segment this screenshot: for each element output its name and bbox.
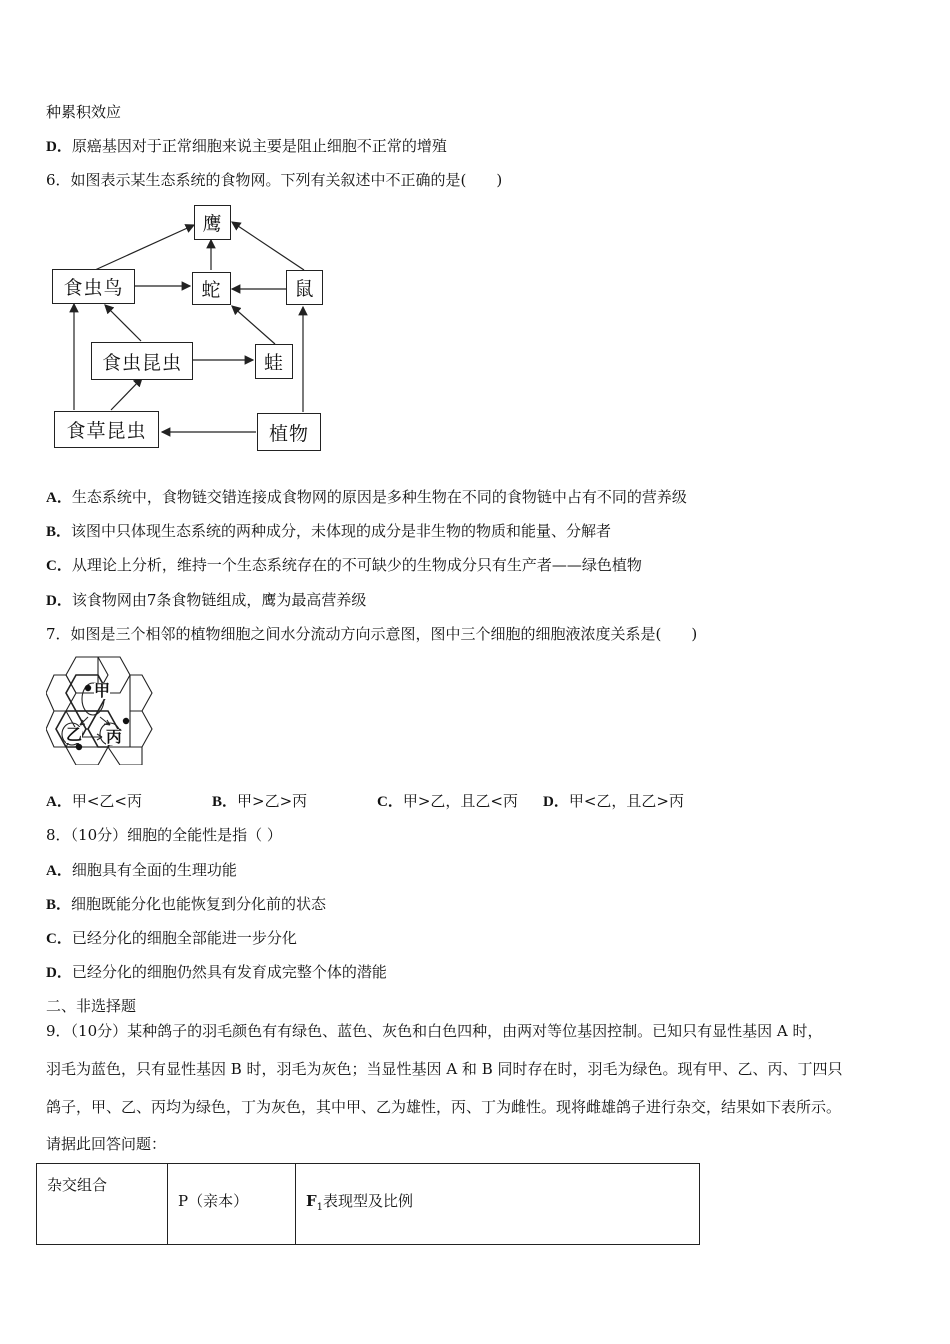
arrow-herbivore-insectivore [111,378,142,410]
arrow-bird-eagle [95,225,194,270]
food-web-diagram [0,0,950,480]
q7-option-b [212,791,307,812]
node-frog: 蛙 [255,344,293,379]
q9-line-4: 请据此回答问题： [46,1135,167,1153]
section-heading: 二、非选择题 [46,997,137,1015]
option-label: A． [46,794,72,810]
option-label: B． [46,524,72,540]
option-label: C． [377,794,403,810]
option-text: 细胞既能分化也能恢复到分化前的状态 [71,895,327,913]
q7-option-c [377,791,518,812]
option-label: C． [46,931,72,947]
node-plant: 植物 [257,413,321,451]
arrow-mouse-eagle [232,222,304,270]
option-text: 该食物网由7条食物链组成，鹰为最高营养级 [71,591,367,609]
arrow-frog-snake [232,306,275,344]
q8-option-c [46,928,297,949]
option-text: 生态系统中，食物链交错连接成食物网的原因是多种生物在不同的食物链中占有不同的营养级 [71,488,687,506]
q8-option-d [46,962,387,983]
cell-yi-label: 乙 [66,725,83,744]
table-header-parent [168,1164,296,1245]
q8-option-b [46,894,326,915]
option-text: 甲<乙<丙 [71,792,142,810]
q7-option-d [543,791,684,812]
node-mouse: 鼠 [286,270,323,305]
option-text: 已经分化的细胞全部能进一步分化 [71,929,297,947]
option-text: 原癌基因对于正常细胞来说主要是阻止细胞不正常的增殖 [71,137,447,155]
option-label: D． [46,593,72,609]
option-text: 甲>乙，且乙<丙 [402,792,518,810]
top-fragment: 种累积效应 [46,103,122,121]
node-snake: 蛇 [192,272,231,305]
q9-line-3: 鸽子，甲、乙、丙均为绿色，丁为灰色，其中甲、乙为雄性，丙、丁为雌性。现将雌雄鸽子进行杂交，结果如下表所示。 [46,1098,842,1116]
option-label: A． [46,490,72,506]
q9-line-2: 羽毛为蓝色，只有显性基因 B 时，羽毛为灰色；当显性基因 A 和 B 同时存在时，羽毛为绿色。现有甲、乙、丙、丁四只 [46,1060,843,1078]
q6-option-c [46,555,642,576]
table-header-row [37,1164,700,1245]
table-header-cross [37,1164,168,1245]
option-text: 细胞具有全面的生理功能 [71,861,237,879]
q6-option-b [46,521,611,542]
q6-option-d [46,590,366,611]
table-header-f1 [296,1164,700,1245]
arrow-insectivore-bird [105,305,141,341]
food-web-arrows [0,0,950,480]
option-label: C． [46,558,72,574]
node-insectivore: 食虫昆虫 [91,342,193,380]
q9-line-1: 9．（10分）某种鸽子的羽毛颜色有有绿色、蓝色、灰色和白色四种，由两对等位基因控制。已知只有显性基因 A 时， [46,1022,823,1040]
option-text: 甲<乙，且乙>丙 [568,792,684,810]
option-label: D． [46,139,72,155]
q5-option-d [46,136,447,157]
option-text: 从理论上分析，维持一个生态系统存在的不可缺少的生物成分只有生产者——绿色植物 [71,556,642,574]
node-eagle: 鹰 [194,205,231,240]
q6-stem: 6．如图表示某生态系统的食物网。下列有关叙述中不正确的是( ) [46,171,503,189]
f1-suffix: 表现型及比例 [323,1192,414,1210]
option-label: A． [46,863,72,879]
header-cross-label: 杂交组合 [47,1176,108,1194]
q8-option-a [46,860,237,881]
q7-option-a [46,791,142,812]
header-f1-label [296,1164,699,1213]
q7-stem: 7．如图是三个相邻的植物细胞之间水分流动方向示意图，图中三个细胞的细胞液浓度关系是( ) [46,625,698,643]
option-text: 已经分化的细胞仍然具有发育成完整个体的潜能 [71,963,387,981]
cross-results-table [36,1163,700,1245]
cell-honeycomb [46,655,156,765]
option-label: D． [543,794,569,810]
option-label: B． [46,897,72,913]
option-text: 甲>乙>丙 [237,792,308,810]
option-label: D． [46,965,72,981]
cell-jia-label: 甲 [94,681,111,700]
q8-stem: 8．（10分）细胞的全能性是指（ ） [46,826,282,844]
header-parent-label: P（亲本） [178,1192,249,1210]
q6-option-a [46,487,687,508]
node-herbivore: 食草昆虫 [54,411,159,448]
cell-bing-label: 丙 [106,727,123,746]
cell-diagram [46,655,156,765]
option-text: 该图中只体现生态系统的两种成分，未体现的成分是非生物的物质和能量、分解者 [71,522,612,540]
f1-subscript: 1 [316,1202,324,1213]
f1-prefix: F [306,1192,317,1210]
node-bird: 食虫鸟 [52,269,135,304]
option-label: B． [212,794,238,810]
